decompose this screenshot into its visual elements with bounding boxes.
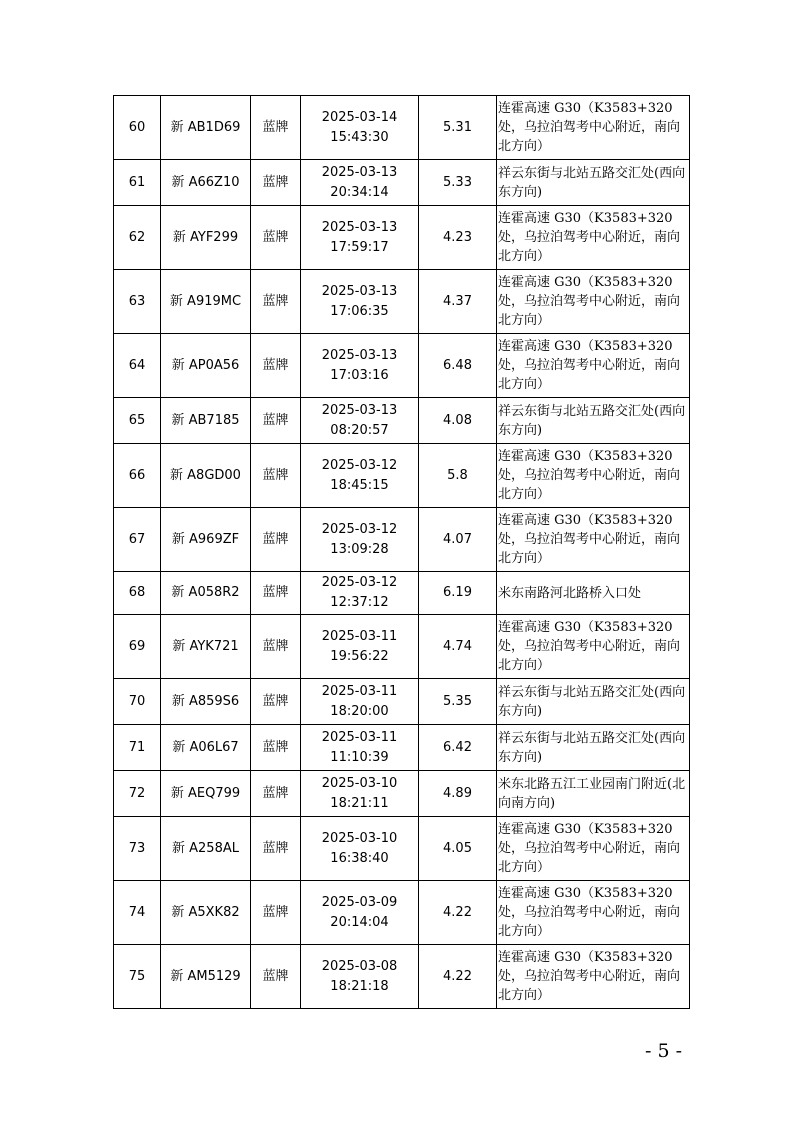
table-row (114, 160, 690, 206)
datetime-cell (301, 615, 419, 679)
violation-time: 19:56:22 (330, 648, 389, 664)
location: 连霍高速 G30（K3583+320 处，乌拉泊驾考中心附近，南向北方向） (497, 334, 690, 398)
plate-number: 新 A8GD00 (161, 444, 251, 508)
measured-value: 4.07 (419, 508, 497, 572)
measured-value: 6.19 (419, 572, 497, 615)
datetime-cell (301, 817, 419, 881)
violation-time: 15:43:30 (330, 129, 389, 145)
table-row (114, 334, 690, 398)
row-number: 65 (114, 398, 161, 444)
plate-color: 蓝牌 (251, 334, 301, 398)
violation-time: 18:20:00 (330, 703, 389, 719)
plate-color: 蓝牌 (251, 725, 301, 771)
datetime-cell (301, 398, 419, 444)
row-number: 73 (114, 817, 161, 881)
plate-color: 蓝牌 (251, 160, 301, 206)
plate-number: 新 A919MC (161, 270, 251, 334)
location: 连霍高速 G30（K3583+320 处，乌拉泊驾考中心附近，南向北方向） (497, 206, 690, 270)
violation-time: 18:21:18 (330, 978, 389, 994)
location: 连霍高速 G30（K3583+320 处，乌拉泊驾考中心附近，南向北方向） (497, 817, 690, 881)
row-number: 67 (114, 508, 161, 572)
table-row (114, 725, 690, 771)
violation-time: 18:21:11 (330, 795, 389, 811)
plate-number: 新 AEQ799 (161, 771, 251, 817)
location: 祥云东街与北站五路交汇处(西向东方向) (497, 725, 690, 771)
plate-color: 蓝牌 (251, 206, 301, 270)
table-row (114, 96, 690, 160)
violation-date: 2025-03-13 (321, 402, 398, 418)
plate-number: 新 AYK721 (161, 615, 251, 679)
location: 连霍高速 G30（K3583+320 处，乌拉泊驾考中心附近，南向北方向） (497, 615, 690, 679)
plate-number: 新 A5XK82 (161, 881, 251, 945)
violation-date: 2025-03-09 (321, 894, 398, 910)
measured-value: 4.37 (419, 270, 497, 334)
violation-date: 2025-03-14 (321, 109, 398, 125)
datetime-cell (301, 270, 419, 334)
violation-time: 20:34:14 (330, 184, 389, 200)
datetime-cell (301, 725, 419, 771)
plate-number: 新 A058R2 (161, 572, 251, 615)
table-row (114, 206, 690, 270)
measured-value: 6.48 (419, 334, 497, 398)
table-row (114, 572, 690, 615)
measured-value: 5.35 (419, 679, 497, 725)
plate-number: 新 A969ZF (161, 508, 251, 572)
location: 祥云东街与北站五路交汇处(西向东方向) (497, 160, 690, 206)
measured-value: 4.22 (419, 945, 497, 1009)
violation-date: 2025-03-10 (321, 775, 398, 791)
row-number: 68 (114, 572, 161, 615)
datetime-cell (301, 679, 419, 725)
table-row (114, 945, 690, 1009)
plate-number: 新 AB7185 (161, 398, 251, 444)
row-number: 66 (114, 444, 161, 508)
location: 连霍高速 G30（K3583+320 处，乌拉泊驾考中心附近，南向北方向） (497, 270, 690, 334)
location: 连霍高速 G30（K3583+320 处，乌拉泊驾考中心附近，南向北方向） (497, 881, 690, 945)
violation-date: 2025-03-10 (321, 830, 398, 846)
violation-time: 13:09:28 (330, 541, 389, 557)
page-number: - 5 - (645, 1040, 683, 1062)
table-body (114, 96, 690, 1009)
measured-value: 4.05 (419, 817, 497, 881)
plate-number: 新 AM5129 (161, 945, 251, 1009)
datetime-cell (301, 206, 419, 270)
datetime-cell (301, 508, 419, 572)
plate-color: 蓝牌 (251, 771, 301, 817)
violation-date: 2025-03-12 (321, 575, 398, 590)
datetime-cell (301, 945, 419, 1009)
measured-value: 5.33 (419, 160, 497, 206)
datetime-cell (301, 444, 419, 508)
plate-color: 蓝牌 (251, 679, 301, 725)
row-number: 61 (114, 160, 161, 206)
plate-number: 新 A859S6 (161, 679, 251, 725)
table-row (114, 398, 690, 444)
location: 米东北路五江工业园南门附近(北向南方向) (497, 771, 690, 817)
plate-color: 蓝牌 (251, 508, 301, 572)
violation-time: 08:20:57 (330, 422, 389, 438)
datetime-cell (301, 334, 419, 398)
table-row (114, 270, 690, 334)
plate-number: 新 A66Z10 (161, 160, 251, 206)
violation-date: 2025-03-11 (321, 683, 398, 699)
violation-date: 2025-03-11 (321, 628, 398, 644)
datetime-cell (301, 771, 419, 817)
measured-value: 4.89 (419, 771, 497, 817)
violations-table (113, 95, 690, 1009)
datetime-cell (301, 96, 419, 160)
location: 连霍高速 G30（K3583+320 处，乌拉泊驾考中心附近，南向北方向） (497, 96, 690, 160)
plate-color: 蓝牌 (251, 572, 301, 615)
location: 连霍高速 G30（K3583+320 处，乌拉泊驾考中心附近，南向北方向） (497, 945, 690, 1009)
measured-value: 6.42 (419, 725, 497, 771)
violation-date: 2025-03-13 (321, 219, 398, 235)
violation-date: 2025-03-12 (321, 457, 398, 473)
measured-value: 4.23 (419, 206, 497, 270)
plate-color: 蓝牌 (251, 444, 301, 508)
plate-color: 蓝牌 (251, 398, 301, 444)
row-number: 70 (114, 679, 161, 725)
row-number: 62 (114, 206, 161, 270)
plate-number: 新 AP0A56 (161, 334, 251, 398)
row-number: 71 (114, 725, 161, 771)
violation-time: 12:37:12 (330, 595, 389, 610)
violation-date: 2025-03-08 (321, 958, 398, 974)
table-row (114, 508, 690, 572)
location: 连霍高速 G30（K3583+320 处，乌拉泊驾考中心附近，南向北方向） (497, 444, 690, 508)
datetime-cell (301, 160, 419, 206)
violation-date: 2025-03-12 (321, 521, 398, 537)
table-row (114, 771, 690, 817)
violation-time: 16:38:40 (330, 850, 389, 866)
location: 祥云东街与北站五路交汇处(西向东方向) (497, 398, 690, 444)
violation-time: 17:03:16 (330, 367, 389, 383)
violation-date: 2025-03-13 (321, 164, 398, 180)
measured-value: 4.08 (419, 398, 497, 444)
violation-time: 11:10:39 (330, 749, 389, 765)
row-number: 75 (114, 945, 161, 1009)
plate-number: 新 AB1D69 (161, 96, 251, 160)
datetime-cell (301, 572, 419, 615)
measured-value: 4.74 (419, 615, 497, 679)
row-number: 72 (114, 771, 161, 817)
measured-value: 4.22 (419, 881, 497, 945)
violation-time: 20:14:04 (330, 914, 389, 930)
violation-date: 2025-03-13 (321, 347, 398, 363)
plate-color: 蓝牌 (251, 881, 301, 945)
location: 连霍高速 G30（K3583+320 处，乌拉泊驾考中心附近，南向北方向） (497, 508, 690, 572)
table-row (114, 817, 690, 881)
table-row (114, 881, 690, 945)
violation-date: 2025-03-11 (321, 729, 398, 745)
location: 米东南路河北路桥入口处 (497, 572, 690, 615)
location: 祥云东街与北站五路交汇处(西向东方向) (497, 679, 690, 725)
plate-color: 蓝牌 (251, 270, 301, 334)
violation-time: 17:06:35 (330, 303, 389, 319)
plate-color: 蓝牌 (251, 96, 301, 160)
plate-number: 新 A06L67 (161, 725, 251, 771)
violation-time: 18:45:15 (330, 477, 389, 493)
row-number: 64 (114, 334, 161, 398)
violation-date: 2025-03-13 (321, 283, 398, 299)
row-number: 74 (114, 881, 161, 945)
datetime-cell (301, 881, 419, 945)
measured-value: 5.31 (419, 96, 497, 160)
plate-color: 蓝牌 (251, 945, 301, 1009)
violation-time: 17:59:17 (330, 239, 389, 255)
row-number: 63 (114, 270, 161, 334)
plate-number: 新 A258AL (161, 817, 251, 881)
row-number: 69 (114, 615, 161, 679)
measured-value: 5.8 (419, 444, 497, 508)
plate-color: 蓝牌 (251, 817, 301, 881)
table-row (114, 444, 690, 508)
plate-color: 蓝牌 (251, 615, 301, 679)
row-number: 60 (114, 96, 161, 160)
table-row (114, 615, 690, 679)
table-row (114, 679, 690, 725)
plate-number: 新 AYF299 (161, 206, 251, 270)
